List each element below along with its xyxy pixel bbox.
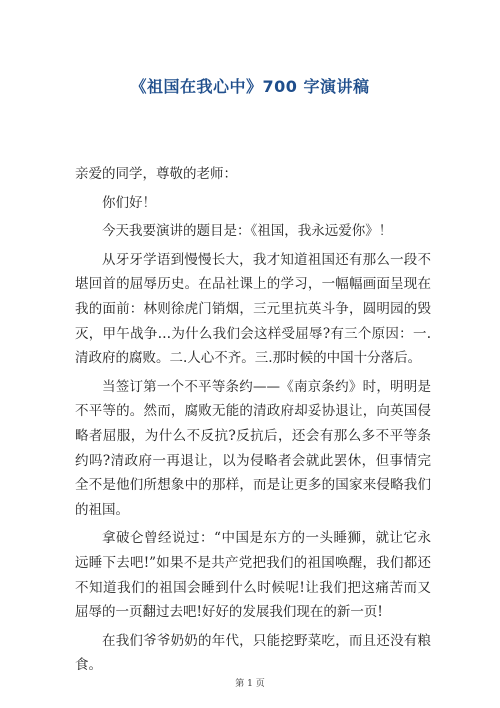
speech-body (75, 162, 431, 682)
history-paragraph: 从牙牙学语到慢慢长大，我才知道祖国还有那么一段不堪回首的屈辱历史。在品社课上的学习，一幅幅画面呈现在我的面前：林则徐虎门销烟，三元里抗英斗争，圆明园的毁灭，甲午战争…为什么我们会这样受屈辱?有三个原因：一.清政府的腐败。二.人心不齐。三.那时候的中国十分落后。 (75, 251, 431, 367)
napoleon-paragraph: 拿破仑曾经说过：“中国是东方的一头睡狮，就让它永远睡下去吧!”如果不是共产党把我们的祖国唤醒，我们都还不知道我们的祖国会睡到什么时候呢!让我们把这痛苦而又屈辱的一页翻过去吧!好好的发展我们现在的新一页! (75, 530, 431, 621)
salutation-paragraph: 亲爱的同学，尊敬的老师： (75, 166, 237, 182)
page-number: 第 1 页 (235, 679, 265, 689)
page-title: 《祖国在我心中》700 字演讲稿 (130, 77, 370, 96)
greeting-paragraph: 你们好！ (102, 194, 156, 211)
topic-paragraph: 今天我要演讲的题目是：《祖国，我永远爱你》！ (102, 223, 393, 240)
treaty-paragraph: 当签订第一个不平等条约——《南京条约》时，明明是不平等的。然而，腐败无能的清政府却妥协退让，向英国侵略者屈服，为什么不反抗?反抗后，还会有那么多不平等条约吗?清政府一再退让，以为侵略者会就此罢休，但事情完全不是他们所想象中的那样，而是让更多的国家来侵略我们的祖国。 (75, 378, 431, 518)
grandparents-paragraph: 在我们爷爷奶奶的年代，只能挖野菜吃，而且还没有粮食。 (75, 632, 431, 674)
